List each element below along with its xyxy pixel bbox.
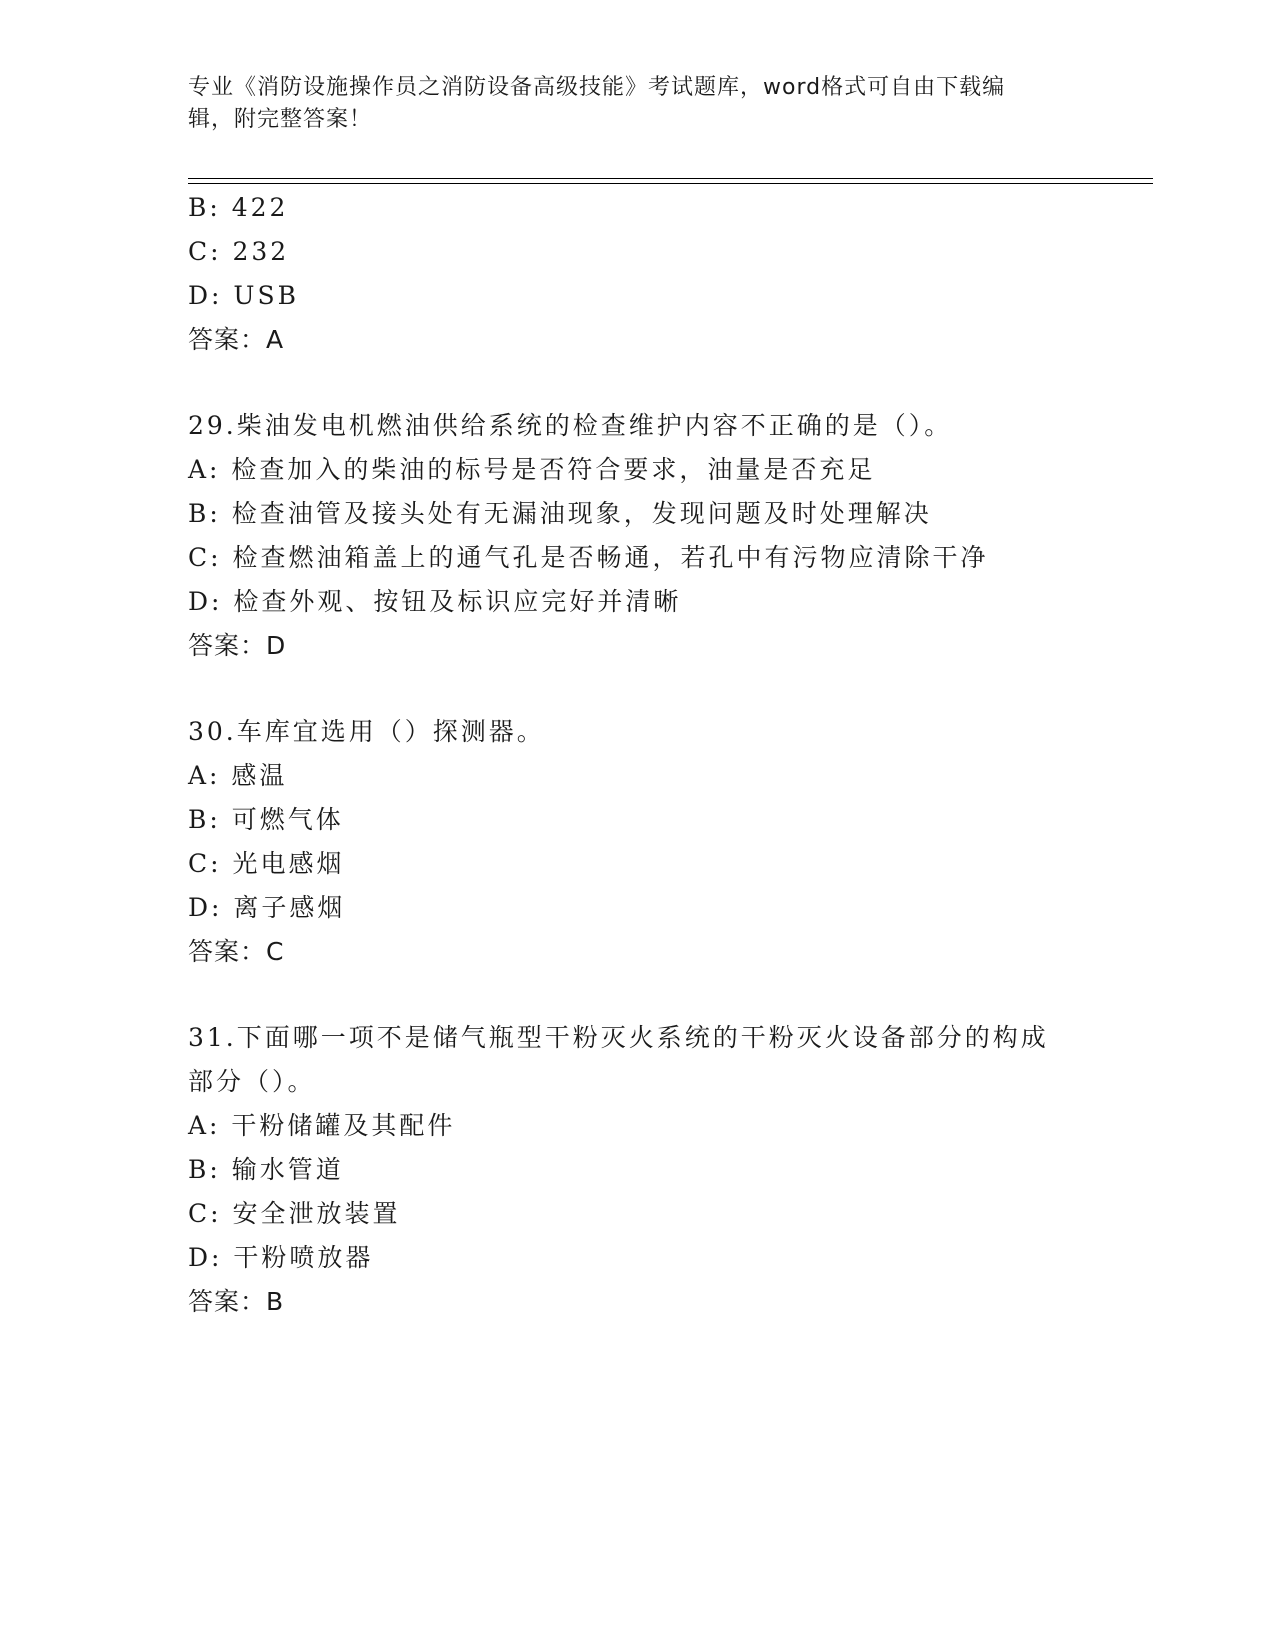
- header-line-2: 辑，附完整答案！: [188, 107, 373, 132]
- q30-option-a: A: 感温: [188, 761, 288, 790]
- q30-option-c: C: 光电感烟: [188, 849, 345, 878]
- q29-answer: 答案：D: [188, 631, 287, 660]
- q30-option-b: B: 可燃气体: [188, 805, 344, 834]
- header-divider-top: [188, 178, 1153, 179]
- document-header: [188, 72, 1068, 136]
- header-divider-bottom: [188, 183, 1153, 184]
- q28-answer: 答案：A: [188, 325, 285, 354]
- q31-option-c: C: 安全泄放装置: [188, 1199, 401, 1228]
- q31-stem-line-1: 31.下面哪一项不是储气瓶型干粉灭火系统的干粉灭火设备部分的构成: [188, 1023, 1049, 1052]
- q29-option-c: C: 检查燃油箱盖上的通气孔是否畅通，若孔中有污物应清除干净: [188, 543, 989, 572]
- q28-option-d: D: USB: [188, 281, 299, 310]
- q28-option-c: C: 232: [188, 237, 290, 266]
- q31-option-b: B: 输水管道: [188, 1155, 344, 1184]
- q31-answer: 答案：B: [188, 1287, 285, 1316]
- q31-stem-line-2: 部分（）。: [188, 1067, 316, 1096]
- q29-option-d: D: 检查外观、按钮及标识应完好并清晰: [188, 587, 682, 616]
- q31-option-a: A: 干粉储罐及其配件: [188, 1111, 456, 1140]
- q30-answer: 答案：C: [188, 937, 285, 966]
- header-line-1: 专业《消防设施操作员之消防设备高级技能》考试题库，word格式可自由下载编: [188, 75, 1006, 100]
- q29-stem: 29.柴油发电机燃油供给系统的检查维护内容不正确的是（）。: [188, 411, 953, 440]
- q30-stem: 30.车库宜选用（）探测器。: [188, 717, 545, 746]
- q31-option-d: D: 干粉喷放器: [188, 1243, 374, 1272]
- q29-option-b: B: 检查油管及接头处有无漏油现象，发现问题及时处理解决: [188, 499, 932, 528]
- q29-option-a: A: 检查加入的柴油的标号是否符合要求，油量是否充足: [188, 455, 876, 484]
- q28-option-b: B: 422: [188, 193, 289, 222]
- q30-option-d: D: 离子感烟: [188, 893, 346, 922]
